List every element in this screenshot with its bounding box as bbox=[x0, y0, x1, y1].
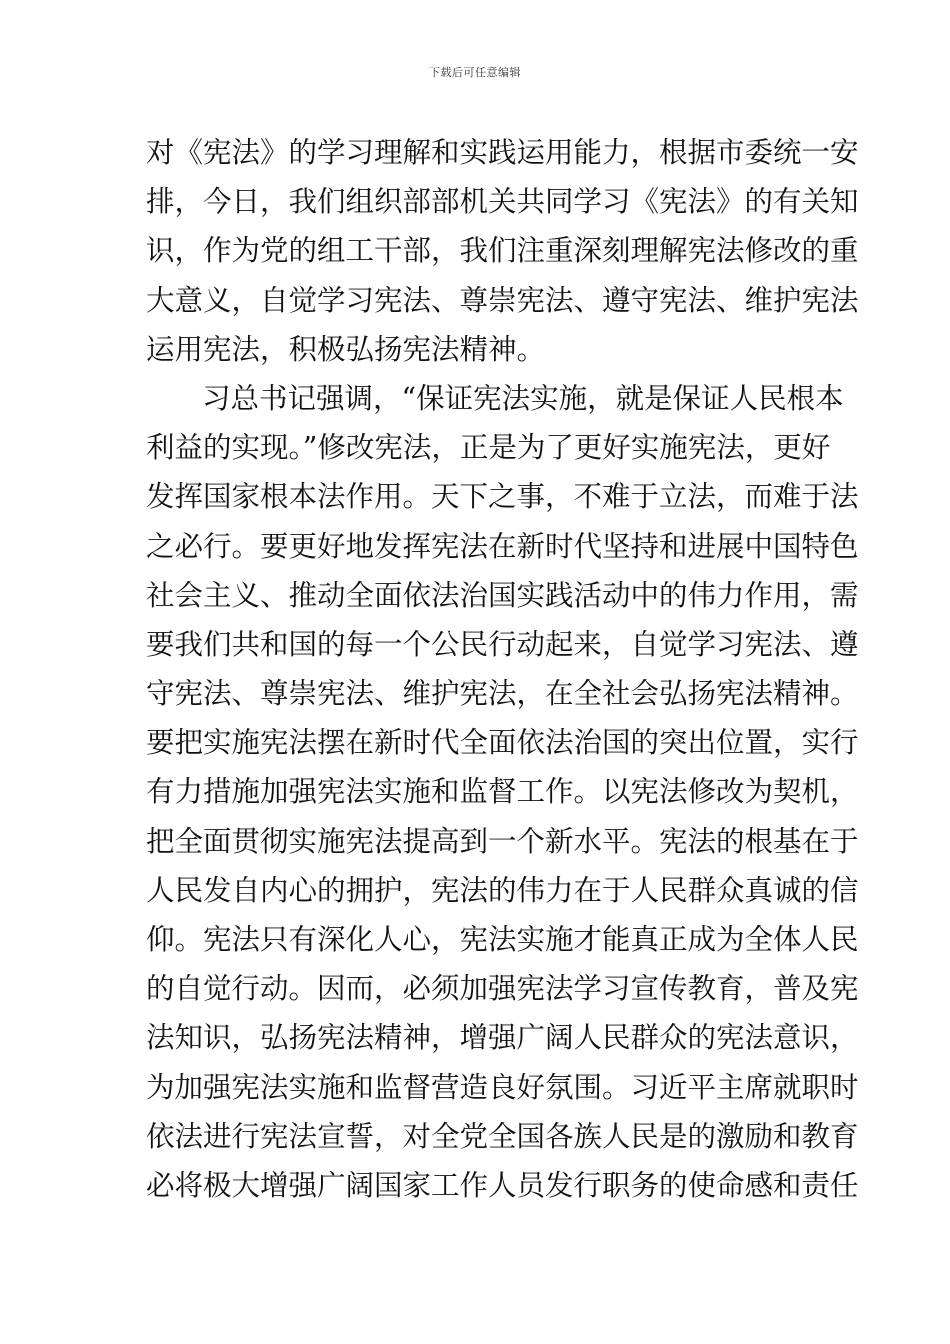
text-line: 利益的实现。”修改宪法，正是为了更好实施宪法，更好 bbox=[146, 431, 831, 465]
text-line: 法知识，弘扬宪法精神，增强广阔人民群众的宪法意识， bbox=[146, 1021, 859, 1055]
text-line: 仰。宪法只有深化人心，宪法实施才能真正成为全体人民 bbox=[146, 923, 859, 956]
text-line: 大意义，自觉学习宪法、尊崇宪法、遵守宪法、维护宪法 bbox=[146, 283, 859, 317]
text-line: 依法进行宪法宣誓，对全党全国各族人民是的激励和教育 bbox=[146, 1119, 859, 1153]
text-line: 习总书记强调，“保证宪法实施，就是保证人民根本 bbox=[202, 381, 844, 415]
paragraph-1 bbox=[146, 128, 859, 374]
text-line: 为加强宪法实施和监督营造良好氛围。习近平主席就职时 bbox=[146, 1070, 859, 1104]
text-line: 人民发自内心的拥护，宪法的伟力在于人民群众真诚的信 bbox=[146, 873, 859, 907]
text-line: 要把实施宪法摆在新时代全面依法治国的突出位置，实行 bbox=[146, 726, 859, 760]
text-line: 把全面贯彻实施宪法提高到一个新水平。宪法的根基在于 bbox=[146, 824, 859, 858]
text-line: 发挥国家根本法作用。天下之事，不难于立法，而难于法 bbox=[146, 480, 859, 514]
text-line: 必将极大增强广阔国家工作人员发行职务的使命感和责任 bbox=[146, 1168, 859, 1202]
text-line: 对《宪法》的学习理解和实践运用能力，根据市委统一安 bbox=[146, 136, 859, 169]
text-line: 的自觉行动。因而，必须加强宪法学习宣传教育，普及宪 bbox=[146, 972, 859, 1006]
text-line: 排，今日，我们组织部部机关共同学习《宪法》的有关知 bbox=[146, 185, 859, 219]
text-line: 有力措施加强宪法实施和监督工作。以宪法修改为契机， bbox=[146, 775, 859, 809]
page-header: 下载后可任意编辑 bbox=[429, 66, 521, 79]
text-line: 之必行。要更好地发挥宪法在新时代坚持和进展中国特色 bbox=[146, 529, 859, 563]
text-line: 识，作为党的组工干部，我们注重深刻理解宪法修改的重 bbox=[146, 234, 859, 268]
text-line: 运用宪法，积极弘扬宪法精神。 bbox=[146, 332, 546, 366]
text-line: 要我们共和国的每一个公民行动起来，自觉学习宪法、遵 bbox=[146, 627, 859, 661]
text-line: 守宪法、尊崇宪法、维护宪法，在全社会弘扬宪法精神。 bbox=[146, 677, 859, 711]
paragraph-2 bbox=[146, 374, 859, 1210]
text-line: 社会主义、推动全面依法治国实践活动中的伟力作用，需 bbox=[146, 578, 859, 612]
body-text bbox=[146, 128, 859, 1210]
